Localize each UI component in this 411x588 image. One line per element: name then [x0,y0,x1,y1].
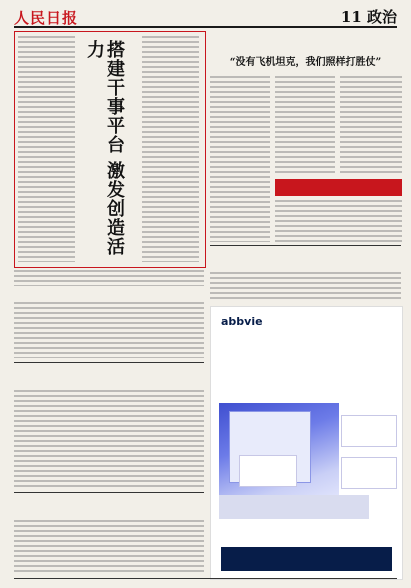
brief-1-body [14,302,204,358]
ad-brand-logo: abbvie [221,315,263,328]
brief-divider-2 [14,492,204,493]
ad-info-card-2 [239,455,297,487]
lead-article-column-1 [18,36,75,262]
pilot-article-column-4 [275,200,402,242]
left-column-text-1 [14,270,204,286]
brief-divider-1 [14,362,204,363]
brief-2-body [14,390,204,488]
divider-rule [210,245,401,246]
ad-info-card-1 [341,415,397,447]
advertisement [210,306,403,580]
newspaper-logo: 人民日报 [14,9,79,27]
pilot-article-headline: “没有飞机坦克，我们照样打胜仗” [229,57,382,68]
reform-article-body [210,272,401,302]
pilot-article-column-2 [275,76,335,174]
masthead [14,6,397,28]
anniversary-banner [275,179,402,196]
ad-info-card-3 [341,457,397,489]
pilot-article-column-1 [210,76,270,242]
page-bottom-rule [14,578,397,579]
page-number: 11 政治 [340,8,397,26]
lead-article-column-2 [142,36,199,262]
ad-footer-bar [221,547,392,571]
pilot-article-column-3 [340,76,402,174]
ad-booth-floor [219,495,369,519]
lead-headline: 搭建干事平台 激发创造活力 [84,40,125,257]
brief-3-body [14,520,204,574]
